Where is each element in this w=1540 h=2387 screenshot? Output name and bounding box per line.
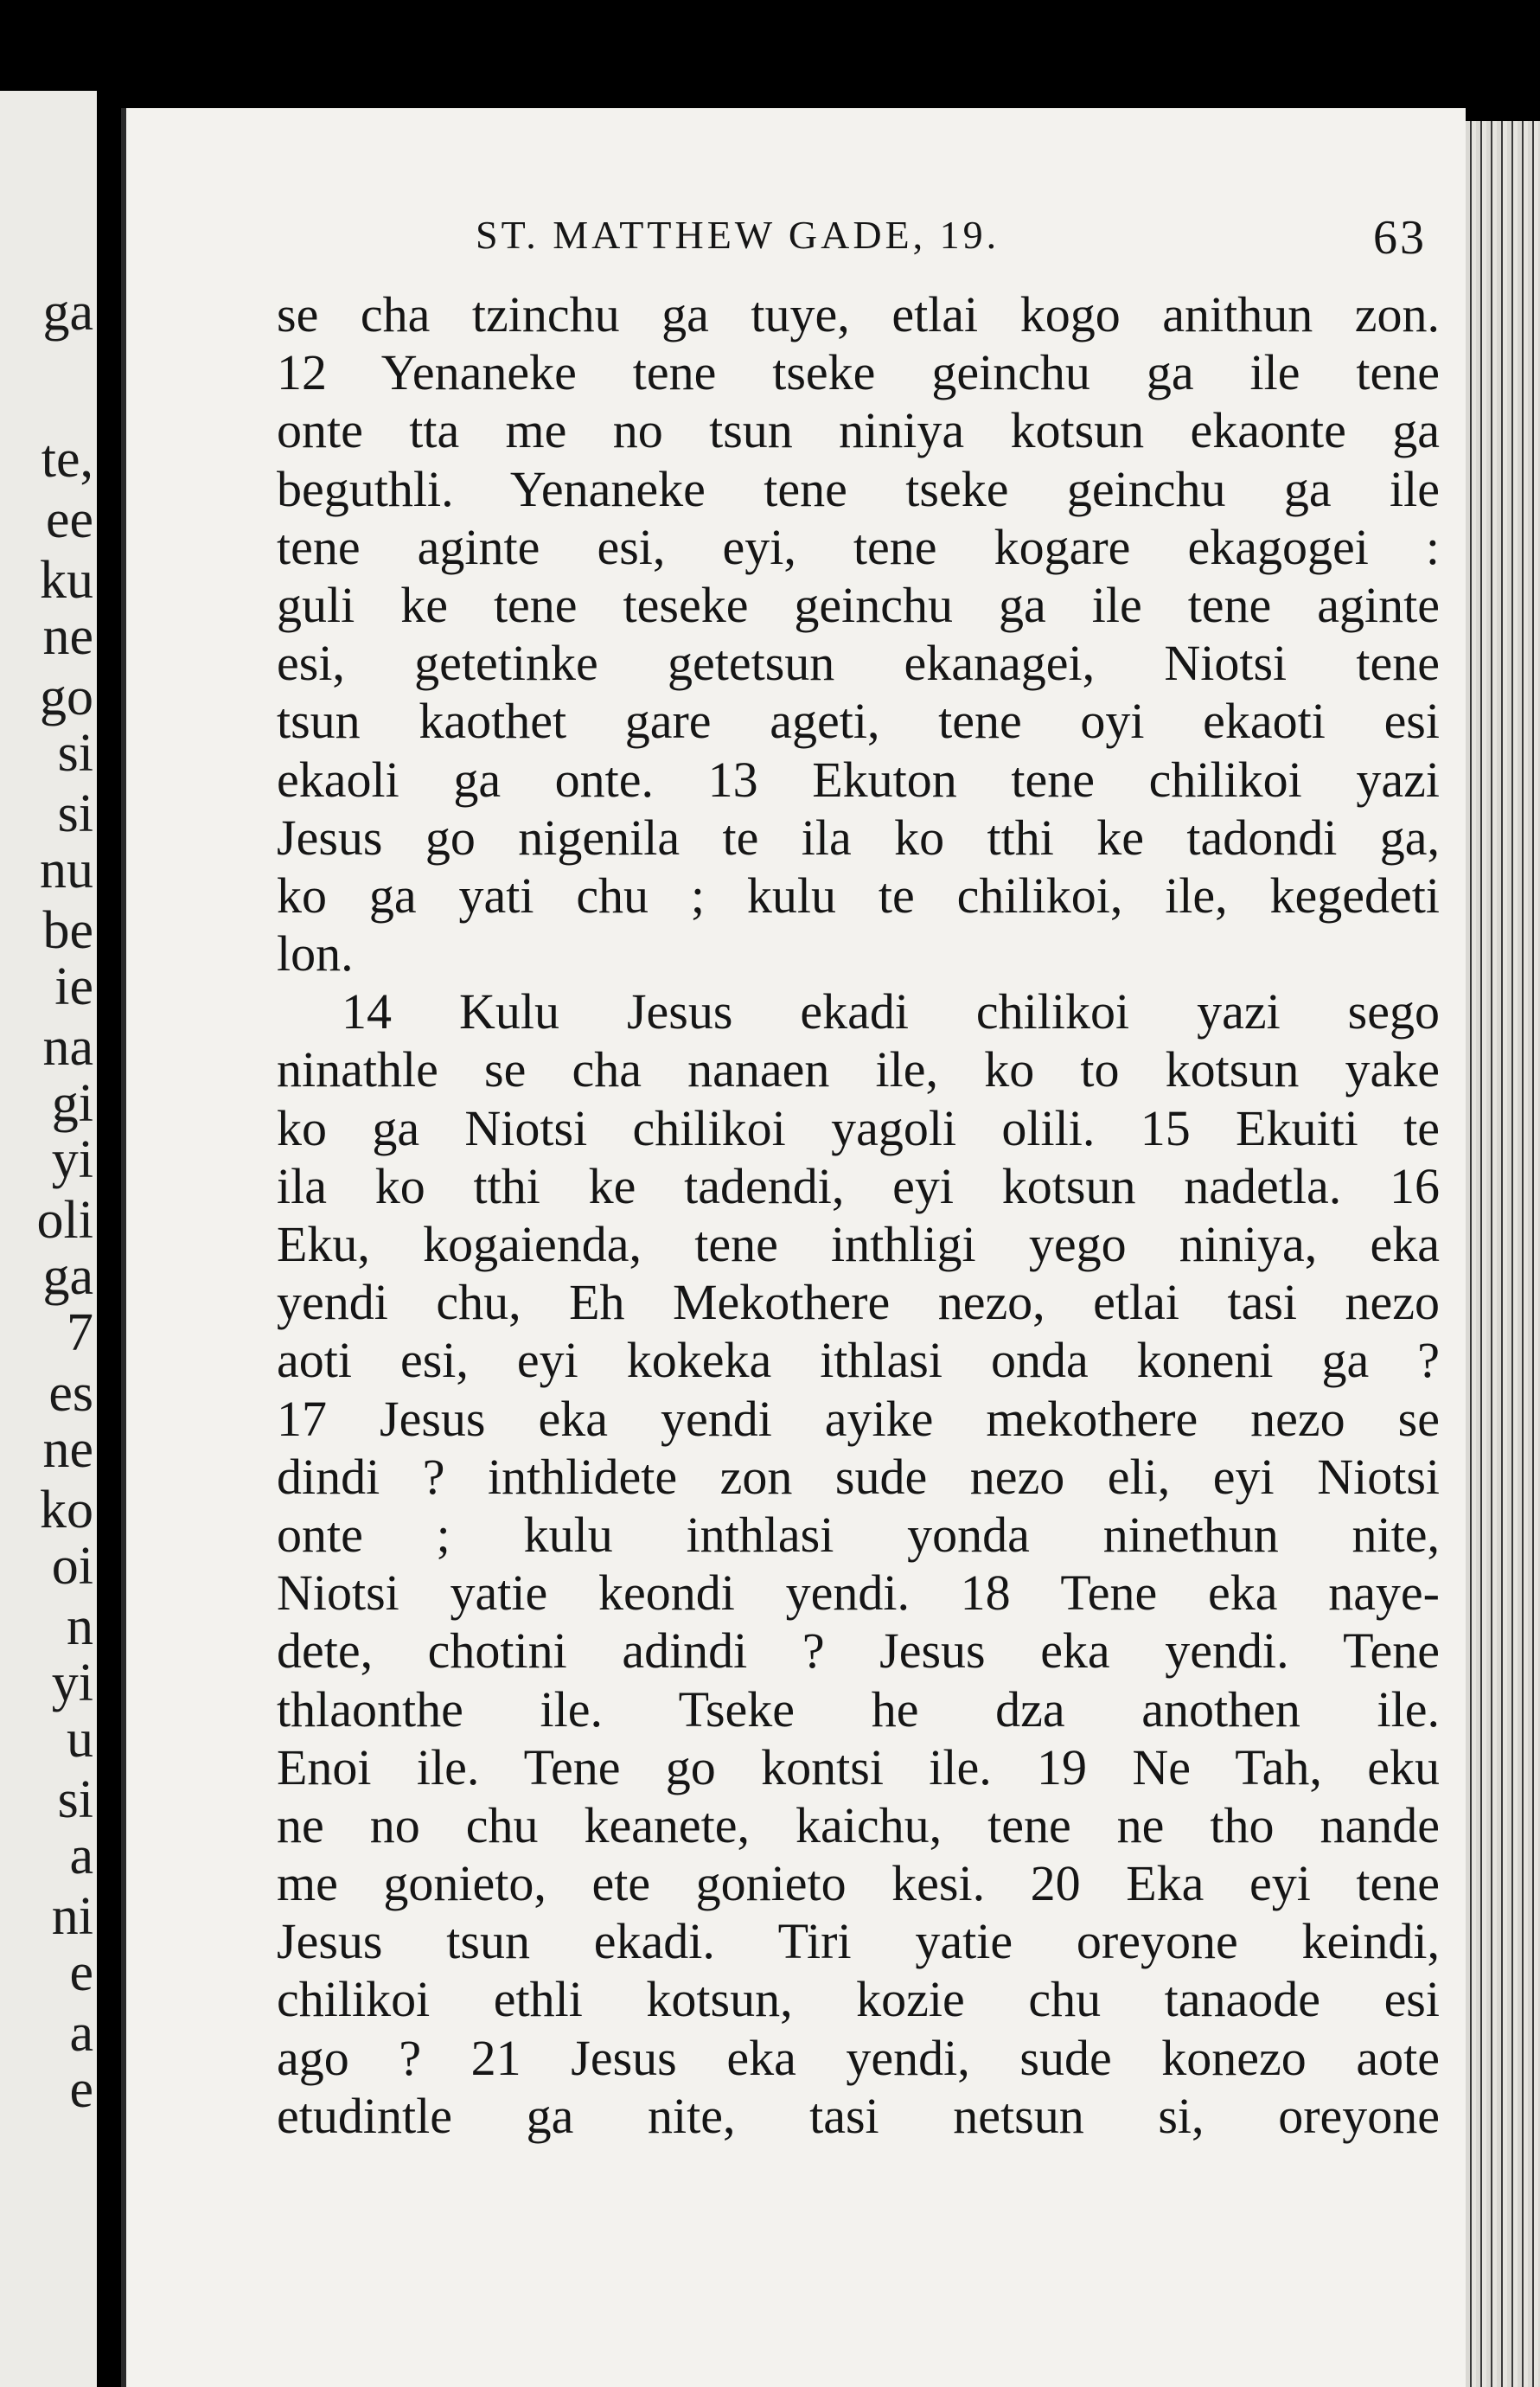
text-line: Jesus tsun ekadi. Tiri yatie oreyone keindi, xyxy=(277,1913,1440,1970)
text-line: guli ke tene teseke geinchu ga ile tene aginte xyxy=(277,576,1440,633)
text-line: lon. xyxy=(277,925,354,982)
text-line: Enoi ile. Tene go kontsi ile. 19 Ne Tah, eku xyxy=(277,1738,1440,1795)
left-page-fragment: ku xyxy=(40,551,93,610)
text-line: onte ; kulu inthlasi yonda ninethun nite, xyxy=(277,1506,1440,1563)
text-line: 12 Yenaneke tene tseke geinchu ga ile tene xyxy=(277,344,1440,401)
body-text xyxy=(277,285,1440,2145)
right-page-edges xyxy=(1466,121,1540,2387)
left-page-fragment: be xyxy=(42,901,93,960)
left-page-fragment: 7 xyxy=(67,1303,93,1362)
left-page-fragment: es xyxy=(48,1364,93,1423)
left-page-fragment: oli xyxy=(36,1191,93,1250)
left-page-fragment: go xyxy=(40,668,93,726)
left-page-fragment: u xyxy=(67,1710,93,1769)
text-line: chilikoi ethli kotsun, kozie chu tanaode esi xyxy=(277,1971,1440,2028)
left-page-fragment: ni xyxy=(51,1887,93,1946)
left-page-fragment: ne xyxy=(42,1420,93,1479)
text-line: beguthli. Yenaneke tene tseke geinchu ga ile xyxy=(277,460,1440,517)
text-line: dindi ? inthlidete zon sude nezo eli, eyi Niotsi xyxy=(277,1448,1440,1505)
text-line: tene aginte esi, eyi, tene kogare ekagogei : xyxy=(277,518,1440,575)
text-line: ago ? 21 Jesus eka yendi, sude konezo aote xyxy=(277,2029,1440,2086)
text-line: tsun kaothet gare ageti, tene oyi ekaoti esi xyxy=(277,693,1440,750)
text-line: ko ga Niotsi chilikoi yagoli olili. 15 Ekuiti te xyxy=(277,1099,1440,1156)
text-line: thlaonthe ile. Tseke he dza anothen ile. xyxy=(277,1680,1440,1737)
left-page-fragment: te, xyxy=(41,430,93,489)
text-line: aoti esi, eyi kokeka ithlasi onda koneni ga ? xyxy=(277,1332,1440,1389)
page-gutter-line xyxy=(121,108,126,2387)
left-page-fragment: ee xyxy=(45,490,93,549)
left-page-fragment: e xyxy=(69,1943,93,2002)
page-header xyxy=(476,203,1427,281)
text-line: dete, chotini adindi ? Jesus eka yendi. Tene xyxy=(277,1622,1440,1680)
page-number: 63 xyxy=(1373,211,1427,265)
running-head: ST. MATTHEW GADE, 19. xyxy=(476,213,1000,257)
text-line: ko ga yati chu ; kulu te chilikoi, ile, kegedeti xyxy=(277,867,1440,924)
left-page-fragment: a xyxy=(69,1827,93,1885)
left-page-fragment: si xyxy=(57,784,93,843)
text-line: onte tta me no tsun niniya kotsun ekaonte ga xyxy=(277,402,1440,459)
text-line: Jesus go nigenila te ila ko tthi ke tadondi ga, xyxy=(277,809,1440,866)
text-line: me gonieto, ete gonieto kesi. 20 Eka eyi tene xyxy=(277,1855,1440,1912)
text-line: ekaoli ga onte. 13 Ekuton tene chilikoi yazi xyxy=(277,751,1440,808)
left-page-fragment: ko xyxy=(40,1481,93,1539)
text-line: Niotsi yatie keondi yendi. 18 Tene eka naye- xyxy=(277,1565,1440,1622)
text-line: etudintle ga nite, tasi netsun si, oreyone xyxy=(277,2087,1440,2144)
text-line: ne no chu keanete, kaichu, tene ne tho nande xyxy=(277,1796,1440,1853)
left-page-fragment: na xyxy=(42,1018,93,1077)
left-page-edge xyxy=(0,91,97,2387)
text-line: 14 Kulu Jesus ekadi chilikoi yazi sego xyxy=(342,983,1440,1040)
left-page-fragment: ga xyxy=(42,283,93,342)
text-line: se cha tzinchu ga tuye, etlai kogo anithun zon. xyxy=(277,286,1440,342)
left-page-fragment: nu xyxy=(40,841,93,899)
left-page-fragment: si xyxy=(57,724,93,783)
text-line: Eku, kogaienda, tene inthligi yego niniya, eka xyxy=(277,1216,1440,1272)
text-line: ninathle se cha nanaen ile, ko to kotsun yake xyxy=(277,1041,1440,1098)
left-page-fragment: a xyxy=(69,2004,93,2063)
left-page-fragment: si xyxy=(57,1770,93,1829)
left-page-fragment: ne xyxy=(42,607,93,666)
text-line: yendi chu, Eh Mekothere nezo, etlai tasi nezo xyxy=(277,1274,1440,1331)
left-page-fragment: gi xyxy=(51,1074,93,1133)
page xyxy=(121,108,1466,2387)
left-page-fragment: e xyxy=(69,2060,93,2119)
left-page-fragment: oi xyxy=(51,1537,93,1596)
text-line: 17 Jesus eka yendi ayike mekothere nezo se xyxy=(277,1390,1440,1447)
left-page-fragment: n xyxy=(67,1597,93,1656)
text-line: esi, getetinke getetsun ekanagei, Niotsi tene xyxy=(277,635,1440,692)
text-line: ila ko tthi ke tadendi, eyi kotsun nadetla. 16 xyxy=(277,1157,1440,1214)
left-page-fragment: ga xyxy=(42,1247,93,1306)
left-page-fragment: yi xyxy=(51,1654,93,1712)
left-page-fragment: yi xyxy=(51,1130,93,1189)
left-page-fragment: ie xyxy=(54,957,93,1016)
